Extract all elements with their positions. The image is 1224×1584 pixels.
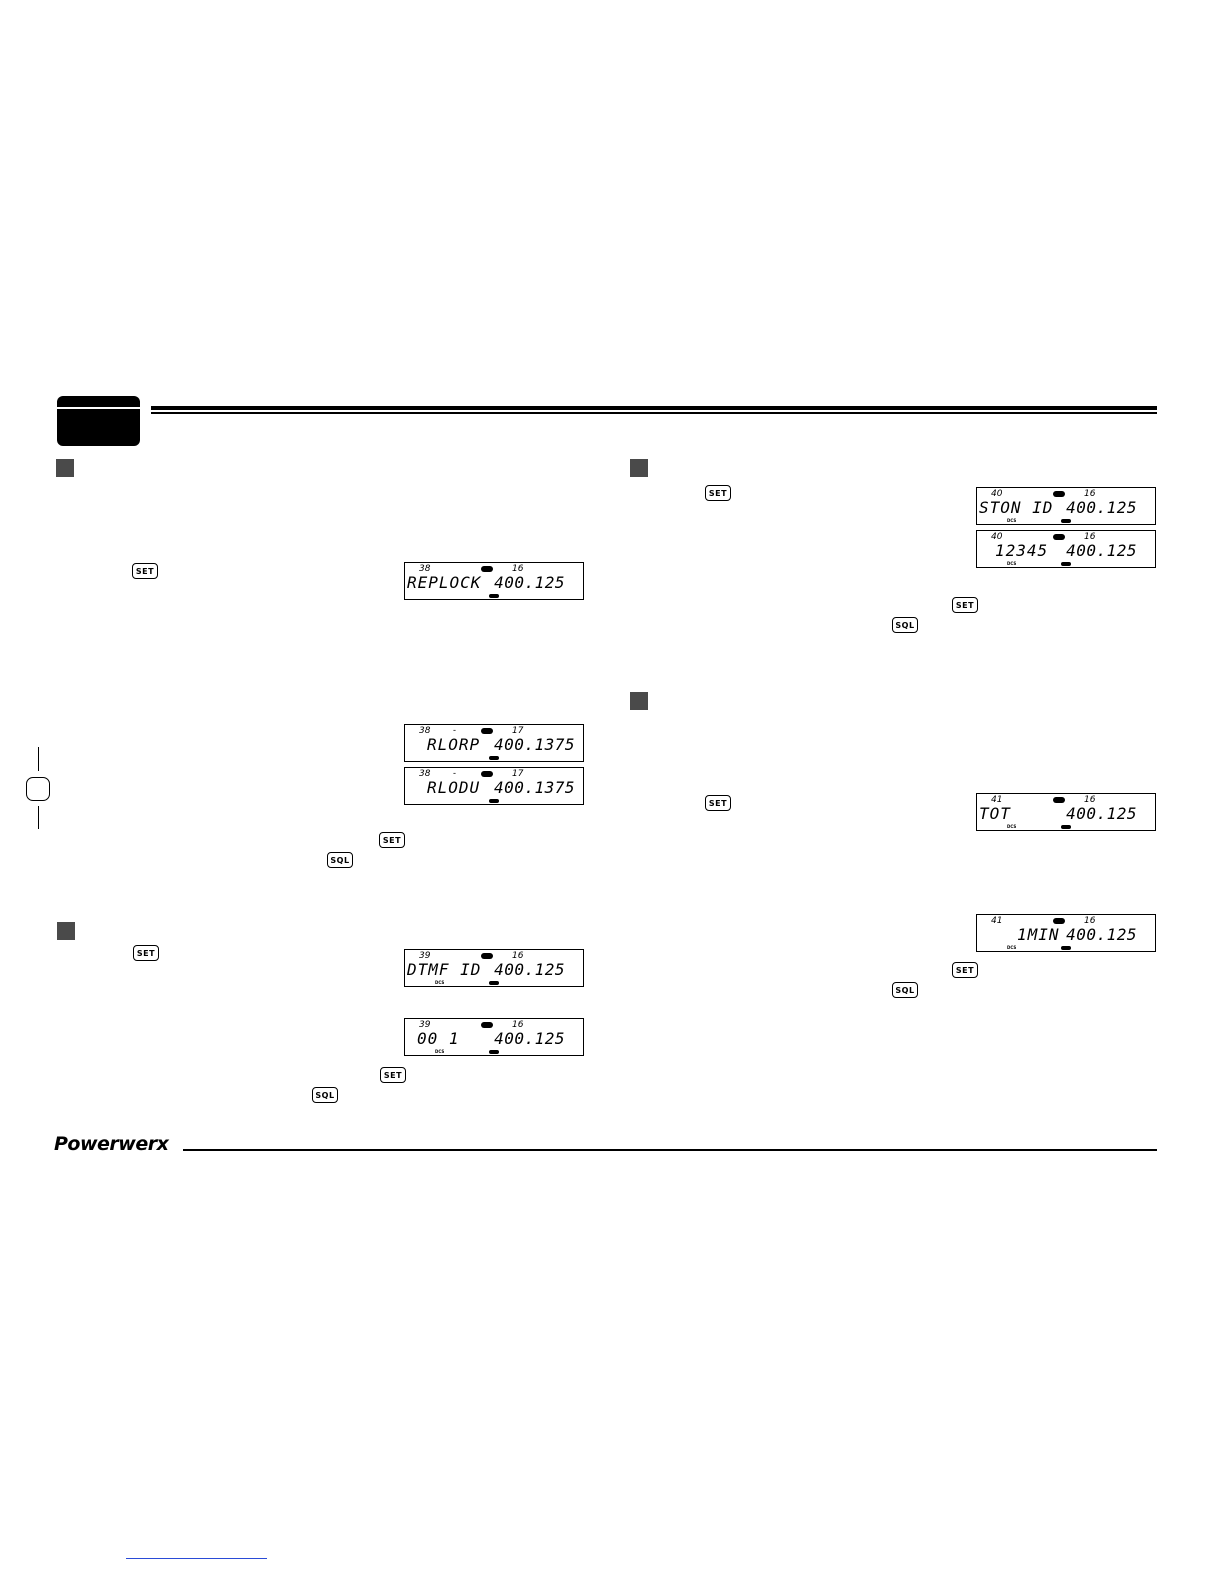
busy-indicator-icon xyxy=(481,771,493,777)
section-marker-replock xyxy=(56,459,74,477)
dcs-indicator: DCS xyxy=(1007,945,1017,950)
lcd-main-text: 00 1 xyxy=(417,1029,460,1048)
lcd-channel: 38 xyxy=(419,726,431,736)
footer-rule xyxy=(183,1149,1157,1151)
set-key-icon: SET xyxy=(705,485,731,501)
set-indicator-icon xyxy=(1061,946,1071,950)
lcd-frequency: 400.1375 xyxy=(493,778,575,797)
busy-indicator-icon xyxy=(1053,918,1065,924)
lcd-offset-sign: - xyxy=(453,725,456,735)
dcs-indicator: DCS xyxy=(1007,561,1017,566)
lcd-channel: 41 xyxy=(991,916,1003,926)
lcd-main-text: TOT xyxy=(979,804,1011,823)
sql-key-icon: SQL xyxy=(312,1087,338,1103)
lcd-step: 16 xyxy=(1084,916,1096,926)
lcd-step: 16 xyxy=(1084,532,1096,542)
link-underline xyxy=(126,1558,267,1559)
busy-indicator-icon xyxy=(481,1022,493,1028)
dcs-indicator: DCS xyxy=(1007,518,1017,523)
busy-indicator-icon xyxy=(481,953,493,959)
lcd-channel: 40 xyxy=(991,532,1003,542)
dcs-indicator: DCS xyxy=(435,980,445,985)
lcd-frequency: 400.125 xyxy=(1066,541,1137,560)
lcd-display-dtmf-id xyxy=(404,949,584,987)
lcd-display-rlorp xyxy=(404,724,584,762)
set-indicator-icon xyxy=(1061,562,1071,566)
header-rule-top xyxy=(151,406,1157,410)
set-key-icon: SET xyxy=(380,1067,406,1083)
lcd-main-text: DTMF ID xyxy=(407,960,482,979)
dcs-indicator: DCS xyxy=(435,1049,445,1054)
busy-indicator-icon xyxy=(1053,534,1065,540)
lcd-display-ston-value xyxy=(976,530,1156,568)
lcd-frequency: 400.1375 xyxy=(493,735,575,754)
set-indicator-icon xyxy=(489,1050,499,1054)
set-indicator-icon xyxy=(489,594,499,598)
lcd-step: 17 xyxy=(512,726,524,736)
section-marker-tot xyxy=(630,692,648,710)
lcd-step: 16 xyxy=(1084,489,1096,499)
lcd-display-replock xyxy=(404,562,584,600)
lcd-frequency: 400.125 xyxy=(494,1029,565,1048)
dcs-indicator: DCS xyxy=(1007,824,1017,829)
side-marker-line-bottom xyxy=(38,806,39,829)
lcd-frequency: 400.125 xyxy=(494,573,565,592)
lcd-frequency: 400.125 xyxy=(494,960,565,979)
lcd-main-text: RLORP xyxy=(427,735,481,754)
set-indicator-icon xyxy=(489,981,499,985)
sql-key-icon: SQL xyxy=(892,617,918,633)
lcd-step: 17 xyxy=(512,769,524,779)
set-key-icon: SET xyxy=(133,945,159,961)
set-key-icon: SET xyxy=(952,962,978,978)
page-number-marker xyxy=(26,777,50,801)
chapter-tab xyxy=(57,396,140,446)
lcd-display-dtmf-value xyxy=(404,1018,584,1056)
set-key-icon: SET xyxy=(952,597,978,613)
lcd-channel: 41 xyxy=(991,795,1003,805)
side-marker-line-top xyxy=(38,747,39,771)
lcd-channel: 39 xyxy=(419,1020,431,1030)
lcd-offset-sign: - xyxy=(453,768,456,778)
set-key-icon: SET xyxy=(132,563,158,579)
set-indicator-icon xyxy=(489,799,499,803)
lcd-display-ston-id xyxy=(976,487,1156,525)
lcd-frequency: 400.125 xyxy=(1066,804,1137,823)
lcd-main-text: 1MIN xyxy=(1017,925,1060,944)
lcd-main-text: 12345 xyxy=(995,541,1049,560)
set-indicator-icon xyxy=(1061,825,1071,829)
lcd-step: 16 xyxy=(512,564,524,574)
lcd-display-tot-value xyxy=(976,914,1156,952)
lcd-main-text: STON ID xyxy=(979,498,1054,517)
lcd-step: 16 xyxy=(512,1020,524,1030)
busy-indicator-icon xyxy=(1053,797,1065,803)
sql-key-icon: SQL xyxy=(892,982,918,998)
header-rule-bottom xyxy=(151,412,1157,414)
lcd-frequency: 400.125 xyxy=(1066,498,1137,517)
set-indicator-icon xyxy=(489,756,499,760)
busy-indicator-icon xyxy=(1053,491,1065,497)
lcd-display-tot xyxy=(976,793,1156,831)
lcd-step: 16 xyxy=(1084,795,1096,805)
lcd-channel: 38 xyxy=(419,769,431,779)
lcd-main-text: RLODU xyxy=(427,778,481,797)
lcd-channel: 39 xyxy=(419,951,431,961)
set-key-icon: SET xyxy=(705,795,731,811)
section-marker-ston xyxy=(630,459,648,477)
lcd-step: 16 xyxy=(512,951,524,961)
lcd-display-rlodu xyxy=(404,767,584,805)
sql-key-icon: SQL xyxy=(327,852,353,868)
set-indicator-icon xyxy=(1061,519,1071,523)
lcd-channel: 38 xyxy=(419,564,431,574)
section-marker-dtmf xyxy=(57,922,75,940)
lcd-frequency: 400.125 xyxy=(1066,925,1137,944)
brand-logo: Powerwerx xyxy=(54,1133,169,1155)
lcd-main-text: REPLOCK xyxy=(407,573,482,592)
lcd-channel: 40 xyxy=(991,489,1003,499)
busy-indicator-icon xyxy=(481,566,493,572)
busy-indicator-icon xyxy=(481,728,493,734)
set-key-icon: SET xyxy=(379,832,405,848)
